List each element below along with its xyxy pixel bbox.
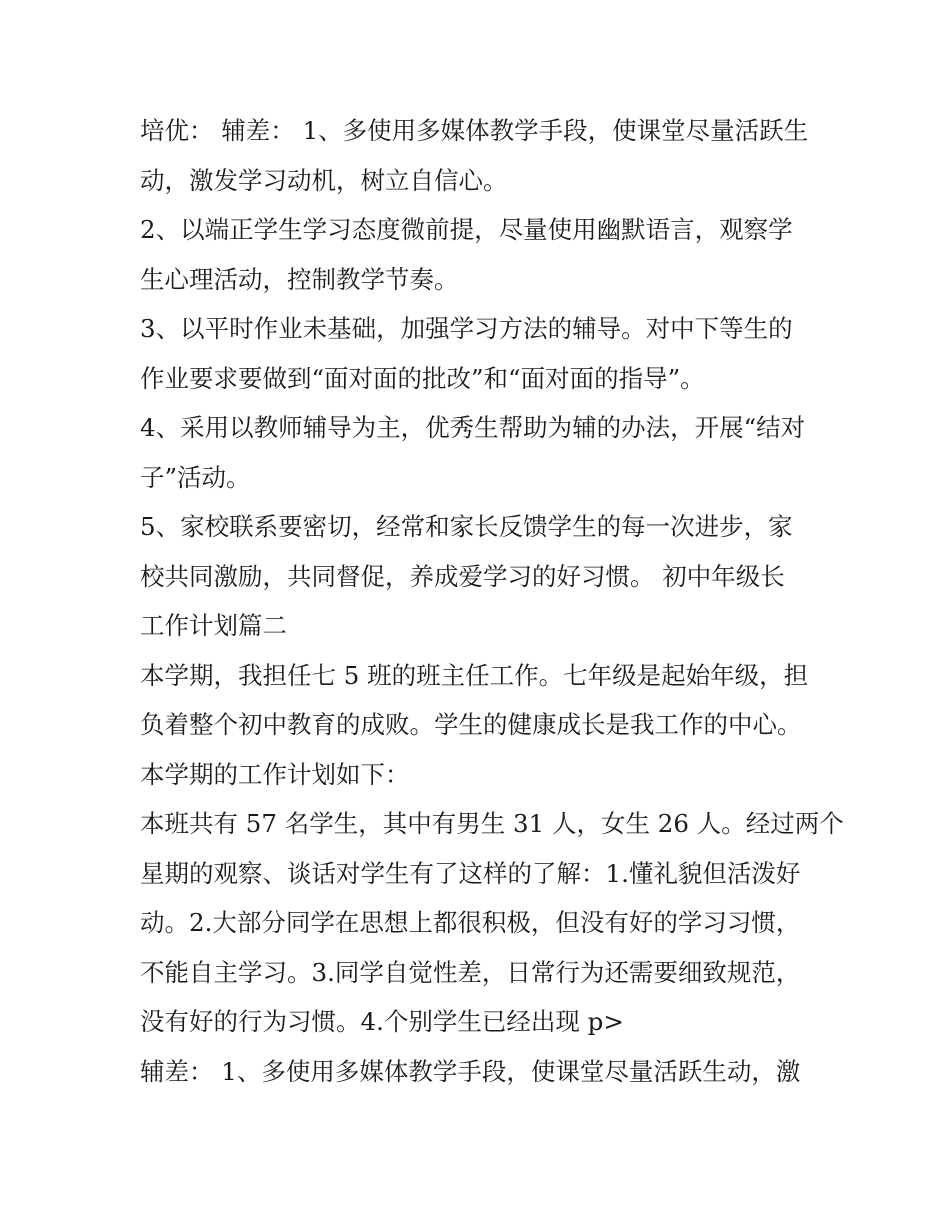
text-line: 作业要求要做到“面对面的批改”和“面对面的指导”。: [140, 363, 705, 393]
text-line: 本学期，我担任七 5 班的班主任工作。七年级是起始年级，担: [140, 660, 809, 690]
text-line: 辅差： 1、多使用多媒体教学手段，使课堂尽量活跃生动，激: [140, 1056, 801, 1086]
text-line: 生心理活动，控制教学节奏。: [140, 264, 459, 294]
text-line: 不能自主学习。3.同学自觉性差，日常行为还需要细致规范，: [140, 957, 801, 987]
text-line: 2、以端正学生学习态度微前提，尽量使用幽默语言，观察学: [140, 215, 793, 244]
text-line: 本学期的工作计划如下：: [140, 759, 410, 789]
text-line: 工作计划篇二: [140, 611, 287, 640]
text-line: 负着整个初中教育的成败。学生的健康成长是我工作的中心。: [140, 710, 802, 739]
text-line: 本班共有 57 名学生，其中有男生 31 人，女生 26 人。经过两个: [140, 809, 844, 838]
text-line: 子”活动。: [140, 462, 251, 492]
text-line: 动。2.大部分同学在思想上都很积极，但没有好的学习习惯，: [140, 908, 801, 937]
document-body: [140, 106, 844, 1096]
text-line: 培优： 辅差： 1、多使用多媒体教学手段，使课堂尽量活跃生: [140, 116, 809, 145]
text-line: 没有好的行为习惯。4.个别学生已经出现 p>: [140, 1007, 624, 1036]
text-line: 动，激发学习动机，树立自信心。: [140, 165, 508, 195]
text-line: 4、采用以教师辅导为主，优秀生帮助为辅的办法，开展“结对: [140, 413, 806, 442]
text-line: 校共同激励，共同督促，养成爱学习的好习惯。 初中年级长: [140, 561, 785, 591]
text-line: 3、以平时作业未基础，加强学习方法的辅导。对中下等生的: [140, 314, 793, 343]
text-line: 星期的观察、谈话对学生有了这样的了解：1.懂礼貌但活泼好: [140, 858, 801, 888]
text-line: 5、家校联系要密切，经常和家长反馈学生的每一次进步，家: [140, 512, 793, 541]
